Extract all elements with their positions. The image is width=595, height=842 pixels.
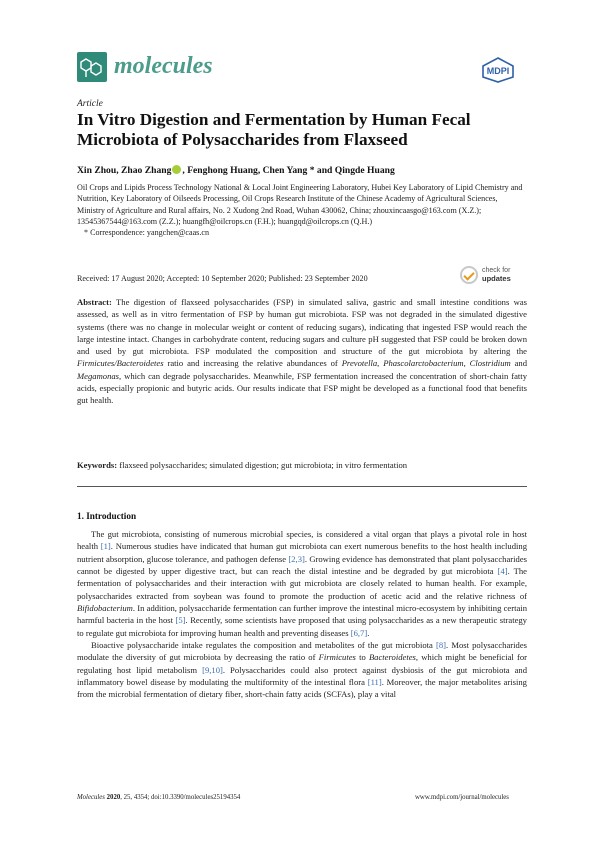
abstract-text: , which can degrade polysaccharides. Meanwhile, FSP fermentation increased the concentration of short-chain fatty acids, especially propionic and butyric acids. Our results indicate that FSP might be developed as a functional food that benefits gut health. xyxy=(77,370,527,406)
journal-logo-icon xyxy=(77,52,107,82)
journal-name: molecules xyxy=(114,53,213,79)
citation-link[interactable]: [11] xyxy=(367,677,382,688)
text-run: . Numerous studies have indicated that human gut microbiota can exert numerous benefits to the host health including nutrient absorption, glucose tolerance, and pathogen defense xyxy=(77,541,527,564)
citation-link[interactable]: [2,3] xyxy=(288,553,305,564)
mdpi-logo-icon[interactable] xyxy=(481,57,515,83)
section-divider xyxy=(77,486,527,487)
text-run: Bioactive polysaccharide intake regulates the composition and metabolites of the gut microbiota xyxy=(91,640,436,651)
keywords-text: flaxseed polysaccharides; simulated digestion; gut microbiota; in vitro fermentation xyxy=(117,460,408,470)
check-for-updates-button[interactable] xyxy=(460,264,522,288)
paragraph xyxy=(77,528,527,639)
orcid-icon[interactable] xyxy=(172,165,181,174)
author-list xyxy=(77,165,395,176)
affiliation-block xyxy=(77,182,527,238)
affiliation-text: Oil Crops and Lipids Process Technology National & Local Joint Engineering Laboratory, Hubei Key Laboratory of Lipid Chemistry and Nutrition, Key Laboratory of Oilseeds Processing, Oil Crops Research Institute of the Chinese Academy of Agricultural Sciences, Ministry of Agriculture and Rural affairs, No. 2 Xudong 2nd Road, Wuhan 430062, China; zhouxincaasgo@163.com (X.Z.); 13545367544@163.com (Z.Z.); huangfh@oilcrops.cn (F.H.); huangqd@oilcrops.cn (Q.H.) xyxy=(77,183,523,226)
abstract-label: Abstract: xyxy=(77,297,112,307)
text-run: . The fermentation of polysaccharides and their interaction with gut microbiota are closely related to human health. For example, polysaccharides extracted from soybean was found to promote the production of acetic acid and the relative richness of xyxy=(77,566,527,601)
abstract-taxon: Phascolarctobacterium xyxy=(383,358,464,369)
keywords xyxy=(77,460,527,470)
text-run: . Most polysaccharides modulate the diversity of gut microbiota by decreasing the ratio of xyxy=(77,640,528,663)
footer-citation xyxy=(77,794,240,801)
text-run: . In addition, polysaccharide fermentation can further improve the intestinal micro-ecosystem by inhibiting certain harmful bacteria in the host xyxy=(77,603,527,626)
abstract-text: and xyxy=(510,358,528,369)
paragraph xyxy=(77,639,527,701)
citation-link[interactable]: [1] xyxy=(100,541,111,552)
citation-link[interactable]: [5] xyxy=(175,615,186,626)
authors-part-1: Xin Zhou, Zhao Zhang xyxy=(77,165,172,176)
article-type: Article xyxy=(77,99,103,109)
footer-doi: , 25, 4354; doi:10.3390/molecules25194354 xyxy=(120,794,241,801)
text-run: . Polysaccharides could also protect against dysbiosis of the gut microbiota and inflammatory bowel disease by modulating the multiformity of the intestinal flora xyxy=(77,664,527,688)
abstract-text: The digestion of flaxseed polysaccharides (FSP) in simulated saliva, gastric and small intestine conditions was assessed, as well as in vitro fermentation of FSP by human gut microbiota. FSP was not degraded in the simulated digestive systems (there was no change in molecular weight or content of reducing sugars), indicating that ingested FSP would reach the large intestine intact. Changes in carbohydrate content, reducing sugars and culture pH suggested that FSP could be broken down and used by gut microbiota. FSP modulated the composition and structure of the gut microbiota by altering the xyxy=(77,297,527,357)
taxon-name: Bifidobacterium xyxy=(77,603,133,614)
footer-url[interactable]: www.mdpi.com/journal/molecules xyxy=(415,794,509,801)
text-run: . Growing evidence has demonstrated that plant polysaccharides cannot be digested by upper digestive tract, but can reach the distal intestine and be degraded by gut microbiota xyxy=(77,553,527,577)
abstract xyxy=(77,296,527,407)
citation-link[interactable]: [6,7] xyxy=(350,627,368,638)
text-run: . Moreover, the major metabolites arising from the microbial fermentation of dietary fiber, short-chain fatty acids (SCFAs), play a vital xyxy=(77,677,527,700)
text-run: to xyxy=(355,652,369,663)
article-title: In Vitro Digestion and Fermentation by Human Fecal Microbiota of Polysaccharides from Flaxseed xyxy=(77,110,471,149)
keywords-label: Keywords: xyxy=(77,460,118,470)
abstract-text: , xyxy=(377,358,384,369)
footer-journal: Molecules xyxy=(77,794,105,801)
check-updates-line1: check for xyxy=(482,267,511,274)
publication-dates: Received: 17 August 2020; Accepted: 10 September 2020; Published: 23 September 2020 xyxy=(77,274,368,283)
citation-link[interactable]: [4] xyxy=(497,566,508,577)
abstract-taxon: Firmicutes/Bacteroidetes xyxy=(77,358,164,369)
correspondence: * Correspondence: yangchen@caas.cn xyxy=(84,228,209,238)
abstract-taxon: Clostridium xyxy=(469,358,511,369)
footer-year: 2020 xyxy=(106,794,121,801)
abstract-taxon: Prevotella xyxy=(341,358,378,369)
body-text xyxy=(77,528,527,701)
citation-link[interactable]: [8] xyxy=(436,640,447,651)
text-run: The gut microbiota, consisting of numerous microbial species, is considered a vital organ that plays a pivotal role in host health xyxy=(77,529,527,552)
taxon-name: Bacteroidetes xyxy=(368,652,416,663)
text-run: . Recently, some scientists have proposed that using polysaccharides as a new therapeutic strategy to regulate gut microbiota for improving human health and preventing diseases xyxy=(77,615,527,638)
section-heading: 1. Introduction xyxy=(77,511,137,521)
text-run: , which might be beneficial for regulating host lipid metabolism xyxy=(77,652,527,675)
mdpi-logo-text: MDPI xyxy=(486,66,510,76)
authors-part-2: , Fenghong Huang, Chen Yang * and Qingde Huang xyxy=(182,165,395,176)
taxon-name: Firmicutes xyxy=(318,652,356,663)
abstract-text: ratio and increasing the relative abundances of xyxy=(163,358,342,369)
citation-link[interactable]: [9,10] xyxy=(202,664,223,675)
abstract-text: , xyxy=(463,358,470,369)
check-updates-line2: updates xyxy=(482,274,511,283)
text-run: . xyxy=(367,627,370,638)
abstract-taxon: Megamonas xyxy=(77,370,120,381)
check-updates-icon xyxy=(460,266,478,284)
